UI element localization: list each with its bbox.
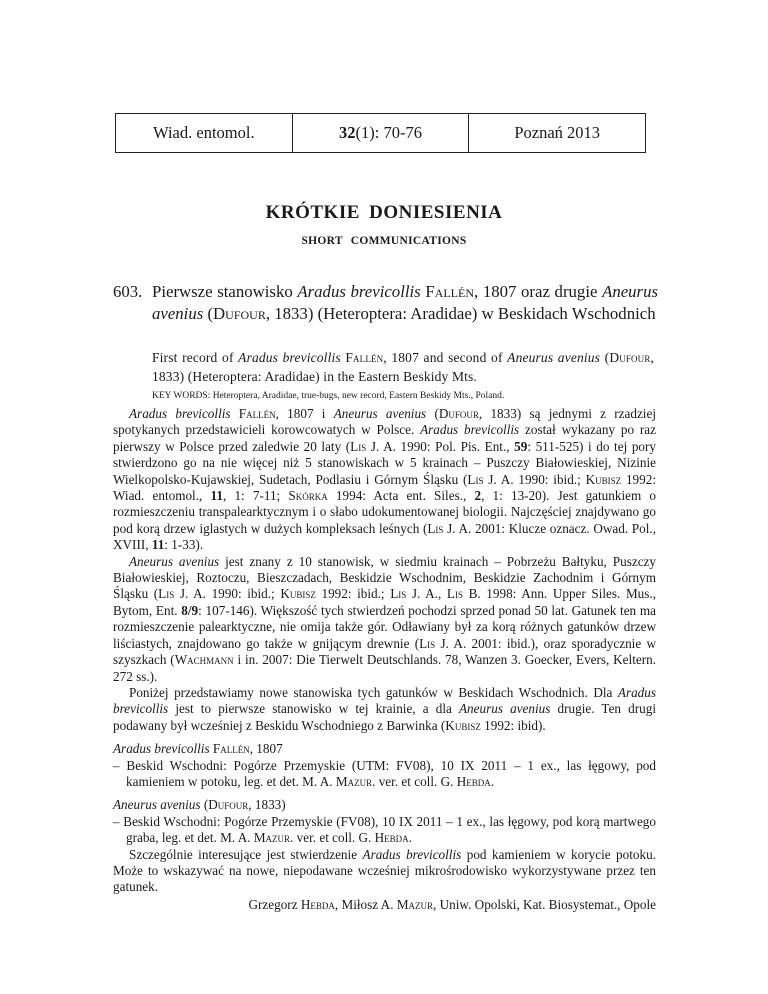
volume-number: 32	[339, 123, 356, 142]
author-name: Fallén	[230, 406, 276, 421]
body-text: J. A. 1990: Pol. Pis. Ent.,	[366, 438, 515, 454]
article-number: 603.	[113, 282, 143, 301]
author-name: Fallén	[340, 350, 384, 365]
body-text: został wykazany po raz pierwszy w Polsce przed zaledwie 20 laty (	[113, 422, 656, 454]
author-name: Hebda	[374, 830, 409, 846]
body-text: J. A. 2001: ibid.), oraz sporadycznie w szyszkach (	[113, 635, 656, 668]
record-2-species	[113, 797, 656, 813]
record-1-species	[113, 741, 656, 757]
body-text: B. 1998: Ann. Upper Siles. Mus., Bytom, Ent.	[113, 586, 656, 618]
author-name: Lis	[467, 471, 484, 487]
taxon-name: Aradus brevicollis	[238, 350, 341, 365]
author-name: Kubisz	[585, 471, 622, 487]
taxon-name: Aradus brevicollis	[297, 282, 421, 301]
volume-ref: 11	[151, 537, 165, 553]
taxon-name: Aradus brevicollis	[113, 684, 656, 717]
body-text: , Uniw. Opolski, Kat. Biosystemat., Opole	[433, 896, 656, 912]
author-name: Mazur	[396, 896, 434, 912]
author-name: Fallén	[420, 282, 475, 301]
issue-pages: (1): 70-76	[355, 123, 422, 142]
author-name: Kubisz	[280, 586, 316, 602]
body-text: , Miłosz A.	[334, 896, 397, 912]
body-text: pod kamieniem w korycie potoku. Może to wskazywać na nowe, niepodawane wcześniej mikrośrodowisko wykorzystywane przez ten gatunek.	[113, 846, 656, 895]
article-body	[113, 406, 656, 913]
author-name: Hebda	[300, 896, 335, 912]
taxon-name: Aradus brevicollis	[129, 406, 231, 421]
taxon-name: Aneurus avenius	[152, 282, 658, 323]
author-name: (Dufour	[203, 303, 266, 323]
author-name: Fallén	[209, 741, 250, 757]
paragraph-2	[113, 554, 656, 685]
body-text: J. A.,	[406, 586, 447, 602]
body-text: Szczególnie interesujące jest stwierdzenie	[129, 846, 363, 862]
author-signature	[113, 897, 656, 913]
taxon-name: Aneurus avenius	[459, 701, 551, 717]
author-name: Hebda	[456, 773, 491, 789]
body-text: – Beskid Wschodni: Pogórze Przemyskie (FV08), 10 IX 2011 – 1 ex., las łęgowy, pod korą martwego graba, leg. et det. M. A.	[113, 813, 656, 846]
record-2-locality	[113, 814, 656, 847]
article-title-en	[152, 348, 654, 386]
journal-header	[115, 113, 646, 153]
record-1-locality	[113, 758, 656, 791]
taxon-name: Aneurus avenius	[113, 797, 201, 813]
body-text: , 1: 7-11;	[222, 488, 289, 504]
author-name: Kubisz	[445, 717, 481, 733]
volume-ref: 59	[514, 438, 528, 454]
body-text: . ver. et coll. G.	[372, 773, 457, 789]
article-title-pl	[152, 281, 658, 324]
body-text: Poniżej przedstawiamy nowe stanowiska tych gatunków w Beskidach Wschodnich. Dla	[129, 684, 618, 700]
author-name: (Dufour	[200, 797, 249, 813]
body-text: J. A. 1990: ibid.;	[174, 586, 281, 602]
author-name: Mazur	[253, 830, 291, 846]
volume-ref: 2	[474, 488, 482, 504]
body-text: . ver. et coll. G.	[290, 830, 375, 846]
place-year: Poznań 2013	[514, 123, 601, 142]
body-text: Grzegorz	[248, 896, 301, 912]
taxon-name: Aneurus avenius	[129, 553, 220, 569]
keywords: KEY WORDS: Heteroptera, Aradidae, true-bugs, new record, Eastern Beskidy Mts., Poland.	[152, 391, 505, 401]
volume-info	[293, 114, 470, 152]
body-text: 1992: ibid.;	[315, 586, 391, 602]
author-name: Lis	[419, 635, 436, 651]
title-pl-text: , 1833) (Heteroptera: Aradidae) w Beskidach Wschodnich	[265, 303, 656, 323]
title-en-text: First record of	[152, 350, 239, 365]
taxon-name: Aradus brevicollis	[113, 741, 210, 757]
volume-ref: 8/9	[181, 602, 199, 618]
body-text: , 1807	[249, 741, 283, 757]
title-en-text: , 1807 and second of	[383, 350, 508, 365]
author-name: Lis	[446, 586, 463, 602]
author-name: Lis	[158, 586, 175, 602]
body-text: J. A. 2001: Klucze oznacz. Owad. Pol., XVIII,	[113, 520, 656, 553]
author-name: Skórka	[288, 488, 328, 504]
body-text: , 1833) są jednymi z rzadziej spotykanych przedstawicieli korowcowatych w Polsce.	[113, 406, 656, 438]
body-text: – Beskid Wschodni: Pogórze Przemyskie (UTM: FV08), 10 IX 2011 – 1 ex., las łęgowy, pod kamieniem w potoku, leg. et det. M. A.	[113, 757, 656, 789]
section-title: KRÓTKIE DONIESIENIA	[265, 202, 503, 223]
body-text: : 511-525) i do tej pory stwierdzono go na nie więcej niż 5 stanowiskach w 5 krainach – Puszczy Białowieskiej, Nizinie Wielkopolsko-Kujawskiej, Sudetach, Podlasiu i Górnym Śląsku (	[113, 438, 656, 487]
body-text: 1992: ibid).	[480, 717, 546, 733]
body-text: i in. 2007: Die Tierwelt Deutschlands. 78, Wanzen 3. Goecker, Evers, Keltern. 272 ss.).	[113, 652, 656, 684]
author-name: Lis	[390, 586, 407, 602]
section-subtitle: SHORT COMMUNICATIONS	[301, 235, 467, 247]
body-text: : 1-33).	[164, 537, 204, 553]
taxon-name: Aradus brevicollis	[362, 846, 462, 862]
author-name: Lis	[350, 438, 367, 454]
paragraph-4	[113, 847, 656, 896]
author-name: Mazur	[335, 773, 373, 789]
body-text: .	[490, 773, 495, 789]
body-text: 1992: Wiad. entomol.,	[113, 471, 656, 504]
title-pl-text: Pierwsze stanowisko	[152, 282, 298, 301]
volume-ref: 11	[210, 488, 223, 504]
article-heading	[113, 281, 658, 324]
body-text: jest znany z 10 stanowisk, w siedmiu krainach – Pobrzeżu Bałtyku, Puszczy Białowieskiej, Roztoczu, Bieszczadach, Beskidzie Wschodnim, Beskidzie Zachodnim i Górnym Śląsku (	[113, 553, 656, 602]
body-text: .	[408, 830, 412, 846]
body-text: : 107-146). Większość tych stwierdzeń pochodzi sprzed ponad 50 lat. Gatunek ten ma rozmieszczenie palearktyczne, nie omija także gór. Odławiany był za korą różnych gatunków drzew liściastych, znajdowano go także w gnijącym drewnie (	[113, 602, 656, 651]
paragraph-1	[113, 406, 656, 554]
body-text: , 1833)	[248, 797, 286, 813]
body-text: drugie. Ten drugi podawany był wcześniej z Beskidu Wschodniego z Barwinka (	[113, 701, 656, 733]
author-name: (Dufour	[600, 350, 651, 365]
taxon-name: Aneurus avenius	[507, 350, 601, 365]
title-en-text: , 1833) (Heteroptera: Aradidae) in the Eastern Beskidy Mts.	[152, 350, 655, 384]
taxon-name: Aneurus avenius	[333, 406, 427, 421]
body-text: , 1: 13-20). Jest gatunkiem o rozmieszczeniu transpalearktycznym i o słabo udokumentowanej biologii. Najczęściej znajdywano go pod korą drzew iglastych w dużych kompleksach leśnych (	[113, 488, 657, 536]
journal-name: Wiad. entomol.	[116, 114, 293, 152]
paragraph-3	[113, 685, 656, 734]
body-text: , 1807 i	[275, 406, 334, 421]
body-text: J. A. 1990: ibid.;	[483, 471, 586, 487]
author-name: Wachmann	[174, 652, 234, 668]
body-text: jest to pierwsze stanowisko w tej krainie, a dla	[168, 701, 459, 717]
author-name: (Dufour	[426, 406, 479, 421]
author-name: Lis	[427, 520, 444, 536]
taxon-name: Aradus brevicollis	[420, 422, 520, 438]
title-pl-text: , 1807 oraz drugie	[474, 282, 603, 301]
body-text: 1994: Acta ent. Siles.,	[327, 488, 475, 504]
